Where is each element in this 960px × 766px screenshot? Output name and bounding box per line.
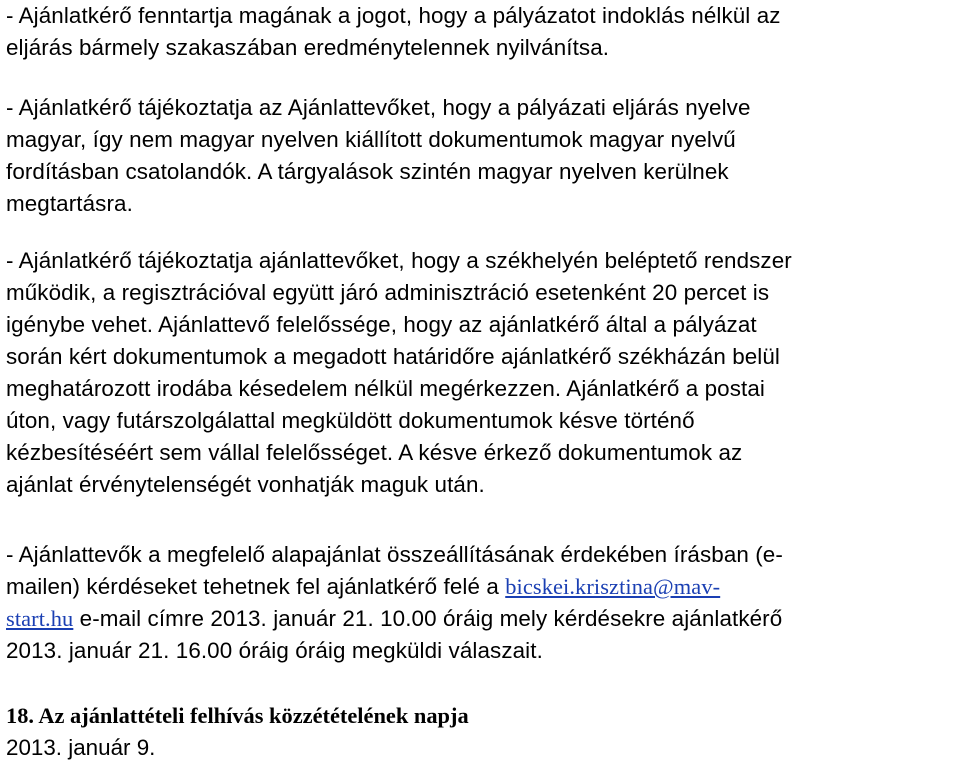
text-line: magyar, így nem magyar nyelven kiállított dokumentumok magyar nyelvű (6, 127, 736, 152)
text-line: során kért dokumentumok a megadott határidőre ajánlatkérő székházán belül (6, 344, 781, 369)
text-line: fordításban csatolandók. A tárgyalások szintén magyar nyelven kerülnek (6, 159, 729, 184)
text-line (6, 571, 956, 603)
text-line: eljárás bármely szakaszában eredménytelennek nyilvánítsa. (6, 35, 610, 60)
publication-date: 2013. január 9. (6, 735, 156, 760)
text-line: - Ajánlatkérő tájékoztatja az Ajánlattevőket, hogy a pályázati eljárás nyelve (6, 95, 751, 120)
text-line: - Ajánlatkérő fenntartja magának a jogot, hogy a pályázatot indoklás nélkül az (6, 3, 781, 28)
paragraph-questions (6, 539, 956, 667)
paragraph-language (6, 92, 956, 220)
email-link[interactable]: bicskei.krisztina@mav- (505, 574, 721, 599)
paragraph-entry-system (6, 245, 956, 501)
text-line (6, 603, 956, 635)
paragraph-annulment-right (6, 0, 956, 64)
text-line: kézbesítéséért sem vállal felelősséget. A késve érkező dokumentumok az (6, 440, 743, 465)
text-line: ajánlat érvénytelenségét vonhatják maguk után. (6, 472, 485, 497)
text-line: igénybe vehet. Ajánlattevő felelőssége, hogy az ajánlatkérő által a pályázat (6, 312, 757, 337)
text-line: - Ajánlattevők a megfelelő alapajánlat összeállításának érdekében írásban (e- (6, 542, 783, 567)
text-line: működik, a regisztrációval együtt járó adminisztráció esetenként 20 percet is (6, 280, 770, 305)
text-fragment: mailen) kérdéseket tehetnek fel ajánlatkérő felé a (6, 574, 506, 599)
text-line: megtartásra. (6, 191, 133, 216)
text-fragment: e-mail címre 2013. január 21. 10.00 óráig mely kérdésekre ajánlatkérő (73, 606, 783, 631)
email-link-continuation[interactable]: start.hu (6, 606, 74, 631)
text-line: úton, vagy futárszolgálattal megküldött dokumentumok késve történő (6, 408, 695, 433)
text-line: - Ajánlatkérő tájékoztatja ajánlattevőket, hogy a székhelyén beléptető rendszer (6, 248, 792, 273)
text-line: 2013. január 21. 16.00 óráig óráig megküldi válaszait. (6, 638, 543, 663)
section-heading: 18. Az ajánlattételi felhívás közzétételének napja (6, 703, 469, 728)
text-line: meghatározott irodába késedelem nélkül megérkezzen. Ajánlatkérő a postai (6, 376, 765, 401)
